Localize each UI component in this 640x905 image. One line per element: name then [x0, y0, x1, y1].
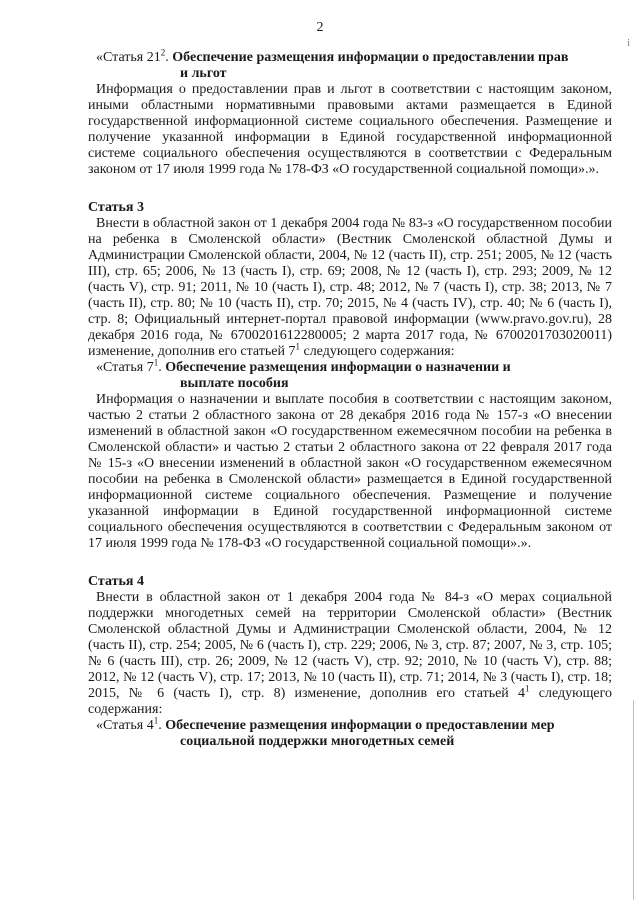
article-3-text: Внести в областной закон от 1 декабря 2004 года № 83-з «О государственном пособии на ребенка в Смоленской области» (Вестник Смоленской областной Думы и Администрации Смоленской области, 2004, № 12 (часть II), стр. 251; 2005, № 12 (часть III), стр. 65; 2006, № 13 (часть I), стр. 69; 2008, № 12 (часть I), стр. 293; 2009, № 12 (часть V), стр. 91; 2011, № 10 (часть I), стр. 48; 2012, № 7 (часть I), стр. 38; 2013, № 7 (часть II), стр. 80; № 10 (часть II), стр. 70; 2015, № 4 (часть IV), стр. 40; № 6 (часть I), стр. 8; Официальный интернет-портал правовой информации (www.pravo.gov.ru), 28 декабря 2016 года, № 6700201612280005; 2 марта 2017 года, № 6700201703020011) изменение, дополнив его статьей 7	[88, 216, 612, 359]
article-superscript: 1	[153, 357, 159, 368]
article-title-cont: выплате пособия	[180, 376, 289, 391]
article-4-superscript: 1	[525, 683, 530, 694]
article-3-superscript: 1	[295, 341, 300, 352]
margin-mark: і	[627, 38, 630, 49]
article-superscript: 1	[153, 715, 159, 726]
document-body	[88, 47, 613, 750]
article-7-1-heading: «Статья $7^1$. Обеспечение размещения информации о назначении и	[96, 357, 511, 375]
article-prefix: «Статья 21	[96, 50, 161, 65]
article-4-body	[88, 590, 612, 718]
article-3-title: Статья 3	[88, 200, 144, 215]
article-superscript: 2	[160, 47, 166, 58]
article-3-text-end: следующего содержания:	[299, 344, 455, 359]
article-7-1-body: Информация о назначении и выплате пособия в соответствии с настоящим законом, частью 2 статьи 2 областного закона от 28 декабря 2016 года № 157-з «О внесении изменений в областной закон «О государственном ежемесячном пособии на ребенка в Смоленской области» и частью 2 статьи 2 областного закона от 22 февраля 2017 года № 15-з «О внесении изменений в областной закон «О государственном ежемесячном пособии на ребенка в Смоленской области» размещается в Единой государственной информационной системе социального обеспечения. Размещение и получение указанной информации в Единой государственной информационной системе социального обеспечения осуществляются в соответствии с Федеральным законом от 17 июля 1999 года № 178-ФЗ «О государственной социальной помощи».».	[88, 392, 612, 551]
scan-edge-line	[633, 700, 634, 900]
article-4-1-heading: «Статья $4^1$. Обеспечение размещения информации о предоставлении мер	[96, 715, 555, 733]
article-title: Обеспечение размещения информации о назначении и	[165, 360, 511, 375]
article-4-text: Внести в областной закон от 1 декабря 2004 года № 84-з «О мерах социальной поддержки многодетных семей на территории Смоленской области» (Вестник Смоленской областной Думы и Администрации Смоленской области, 2004, № 12 (часть II), стр. 254; 2005, № 6 (часть I), стр. 229; 2006, № 3, стр. 87; 2007, № 3, стр. 105; № 6 (часть III), стр. 26; 2009, № 12 (часть V), стр. 92; 2010, № 10 (часть V), стр. 88; 2012, № 12 (часть V), стр. 17; 2013, № 10 (часть II), стр. 71; 2014, № 3 (часть I), стр. 18; 2015, № 6 (часть I), стр. 8) изменение, дополнив его статьей 4	[88, 590, 612, 701]
article-4-title: Статья 4	[88, 574, 144, 589]
article-title: Обеспечение размещения информации о предоставлении прав	[172, 50, 569, 65]
article-4-text-end: следующего содержания:	[88, 686, 613, 717]
article-prefix: «Статья 7	[96, 360, 154, 375]
article-21-2-body: Информация о предоставлении прав и льгот в соответствии с настоящим законом, иными областными нормативными правовыми актами размещается в Единой государственной информационной системе социального обеспечения. Размещение и получение указанной информации в Единой государственной информационной системе социального обеспечения осуществляются в соответствии с Федеральным законом от 17 июля 1999 года № 178-ФЗ «О государственной социальной помощи».».	[88, 82, 612, 177]
article-7-1-heading-cont	[88, 376, 612, 392]
page-number: 2	[316, 20, 324, 35]
article-title-cont: социальной поддержки многодетных семей	[180, 734, 455, 749]
article-3-body	[88, 216, 612, 360]
article-title-cont: и льгот	[180, 66, 227, 81]
article-21-2-heading: «Статья $21^2$. Обеспечение размещения информации о предоставлении прав	[96, 47, 569, 65]
article-prefix: «Статья 4	[96, 718, 154, 733]
article-21-2-heading-cont	[88, 66, 612, 82]
article-4-1-heading-cont	[88, 734, 612, 750]
article-title: Обеспечение размещения информации о предоставлении мер	[165, 718, 555, 733]
